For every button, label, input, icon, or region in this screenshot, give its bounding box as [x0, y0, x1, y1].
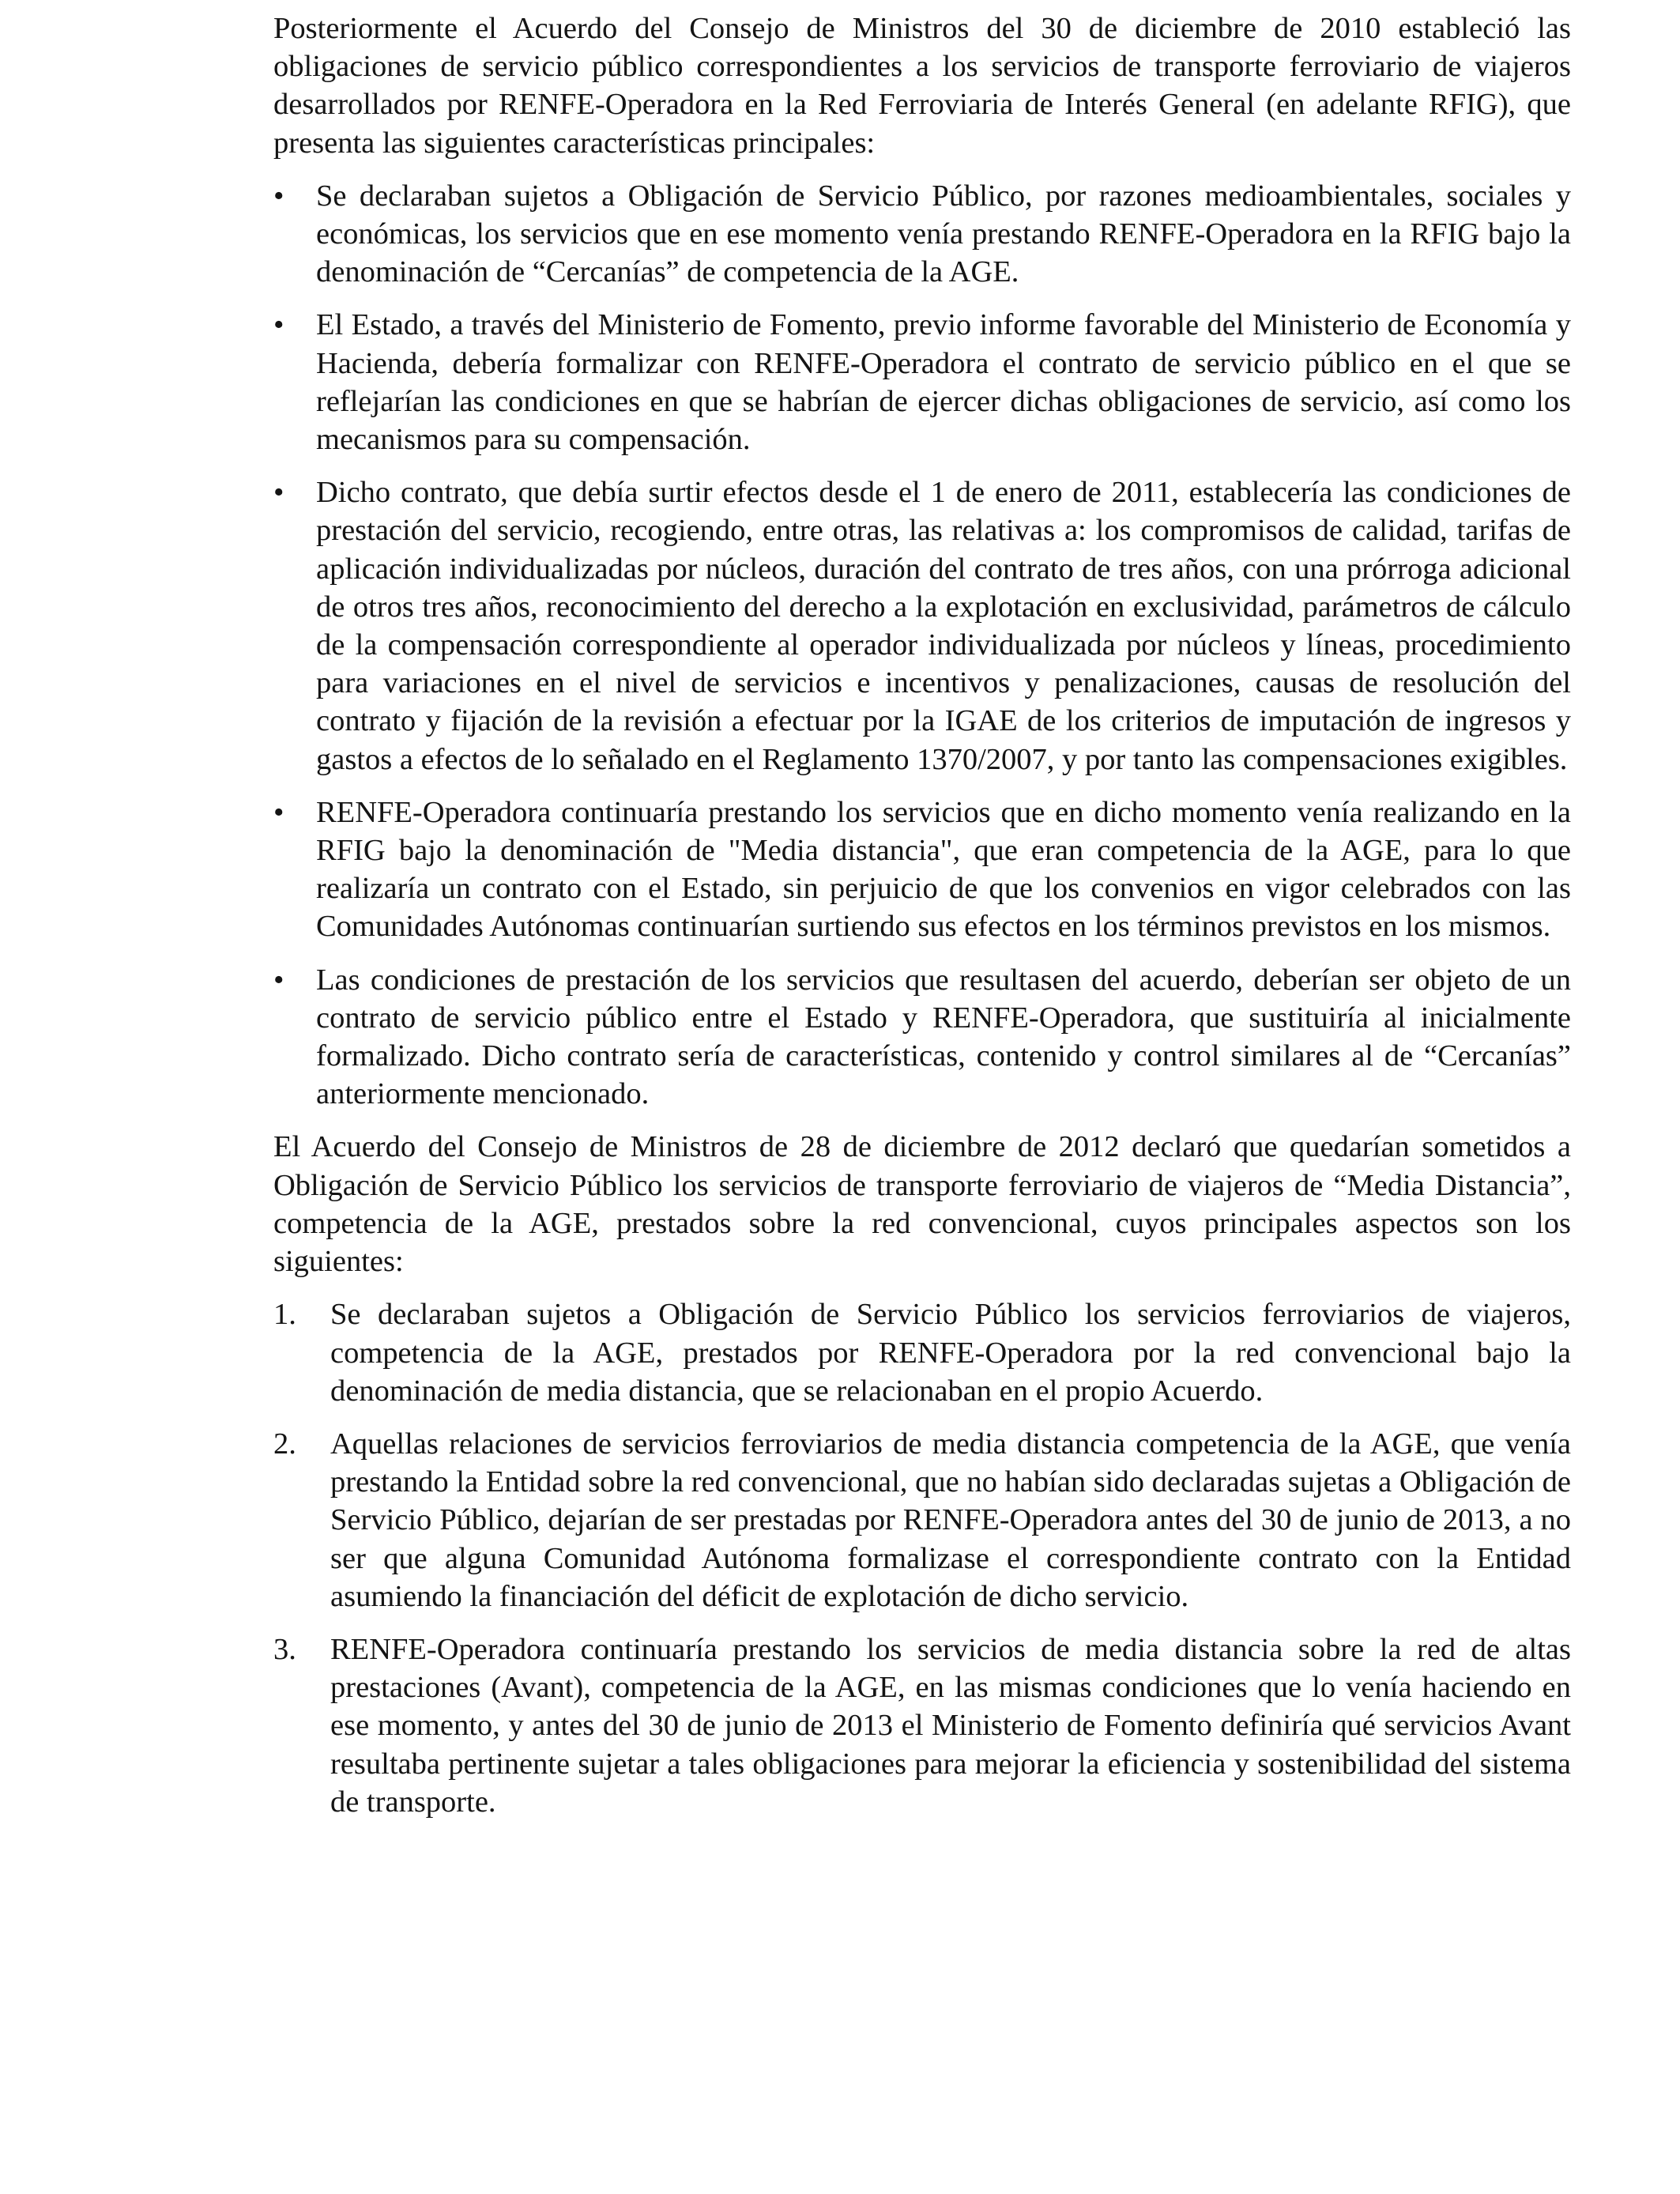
bullet-marker: • [273, 308, 284, 342]
numbered-item [273, 1295, 1571, 1410]
intro-paragraph: Posteriormente el Acuerdo del Consejo de Ministros del 30 de diciembre de 2010 estableció las obligaciones de servicio público correspondientes a los servicios de transporte ferroviario de viajeros desarrollados por RENFE-Operadora en la Red Ferroviaria de Interés General (en adelante RFIG), que presenta las siguientes características principales: [273, 12, 1571, 160]
bullet-marker: • [273, 179, 284, 213]
list-item-text: Dicho contrato, que debía surtir efectos desde el 1 de enero de 2011, establecería las condiciones de prestación del servicio, recogiendo, entre otras, las relativas a: los compromisos de calidad, tarifas de aplicación individualizadas por núcleos, duración del contrato de tres años, con una prórroga adicional de otros tres años, reconocimiento del derecho a la explotación en exclusividad, parámetros de cálculo de la compensación correspondiente al operador individualizada por núcleos y líneas, procedimiento para variaciones en el nivel de servicios e incentivos y penalizaciones, causas de resolución del contrato y fijación de la revisión a efectuar por la IGAE de los criterios de imputación de ingresos y gastos a efectos de lo señalado en el Reglamento 1370/2007, y por tanto las compensaciones exigibles. [316, 476, 1571, 776]
numbered-item [273, 1425, 1571, 1615]
list-item [273, 794, 1571, 946]
bullet-marker: • [273, 795, 284, 829]
document-page [273, 9, 1571, 1821]
numbered-item [273, 1630, 1571, 1821]
numbered-item-text: Se declaraban sujetos a Obligación de Servicio Público los servicios ferroviarios de viajeros, competencia de la AGE, prestados por RENFE-Operadora por la red convencional bajo la denominación de media distancia, que se relacionaban en el propio Acuerdo. [330, 1298, 1571, 1408]
list-item [273, 961, 1571, 1114]
list-item-text: RENFE-Operadora continuaría prestando los servicios que en dicho momento venía realizando en la RFIG bajo la denominación de "Media distancia", que eran competencia de la AGE, para lo que realizaría un contrato con el Estado, sin perjuicio de que los convenios en vigor celebrados con las Comunidades Autónomas continuarían surtiendo sus efectos en los términos previstos en los mismos. [316, 795, 1571, 944]
list-item-text: Las condiciones de prestación de los servicios que resultasen del acuerdo, deberían ser objeto de un contrato de servicio público entre el Estado y RENFE-Operadora, que sustituiría al inicialmente formalizado. Dicho contrato sería de características, contenido y control similares al de “Cercanías” anteriormente mencionado. [316, 963, 1571, 1111]
item-number: 2. [273, 1427, 296, 1461]
bullet-marker: • [273, 963, 284, 997]
list-item [273, 306, 1571, 458]
obligations-bullet-list [273, 177, 1571, 1114]
numbered-item-text: Aquellas relaciones de servicios ferroviarios de media distancia competencia de la AGE, que venía prestando la Entidad sobre la red convencional, que no habían sido declaradas sujetas a Obligación de Servicio Público, dejarían de ser prestadas por RENFE-Operadora antes del 30 de junio de 2013, a no ser que alguna Comunidad Autónoma formalizase el correspondiente contrato con la Entidad asumiendo la financiación del déficit de explotación de dicho servicio. [330, 1427, 1571, 1613]
second-paragraph: El Acuerdo del Consejo de Ministros de 28 de diciembre de 2012 declaró que quedarían sometidos a Obligación de Servicio Público los servicios de transporte ferroviario de viajeros de “Media Distancia”, competencia de la AGE, prestados sobre la red convencional, cuyos principales aspectos son los siguientes: [273, 1130, 1571, 1279]
list-item-text: El Estado, a través del Ministerio de Fomento, previo informe favorable del Ministerio de Economía y Hacienda, debería formalizar con RENFE-Operadora el contrato de servicio público en el que se reflejarían las condiciones en que se habrían de ejercer dichas obligaciones de servicio, así como los mecanismos para su compensación. [316, 308, 1571, 457]
list-item-text: Se declaraban sujetos a Obligación de Servicio Público, por razones medioambientales, sociales y económicas, los servicios que en ese momento venía prestando RENFE-Operadora en la RFIG bajo la denominación de “Cercanías” de competencia de la AGE. [316, 179, 1571, 289]
item-number: 3. [273, 1632, 296, 1666]
item-number: 1. [273, 1298, 296, 1332]
list-item [273, 177, 1571, 292]
numbered-item-text: RENFE-Operadora continuaría prestando los servicios de media distancia sobre la red de altas prestaciones (Avant), competencia de la AGE, en las mismas condiciones que lo venía haciendo en ese momento, y antes del 30 de junio de 2013 el Ministerio de Fomento definiría qué servicios Avant resultaba pertinente sujetar a tales obligaciones para mejorar la eficiencia y sostenibilidad del sistema de transporte. [330, 1632, 1571, 1819]
numbered-list [273, 1295, 1571, 1821]
list-item [273, 473, 1571, 778]
bullet-marker: • [273, 476, 284, 510]
